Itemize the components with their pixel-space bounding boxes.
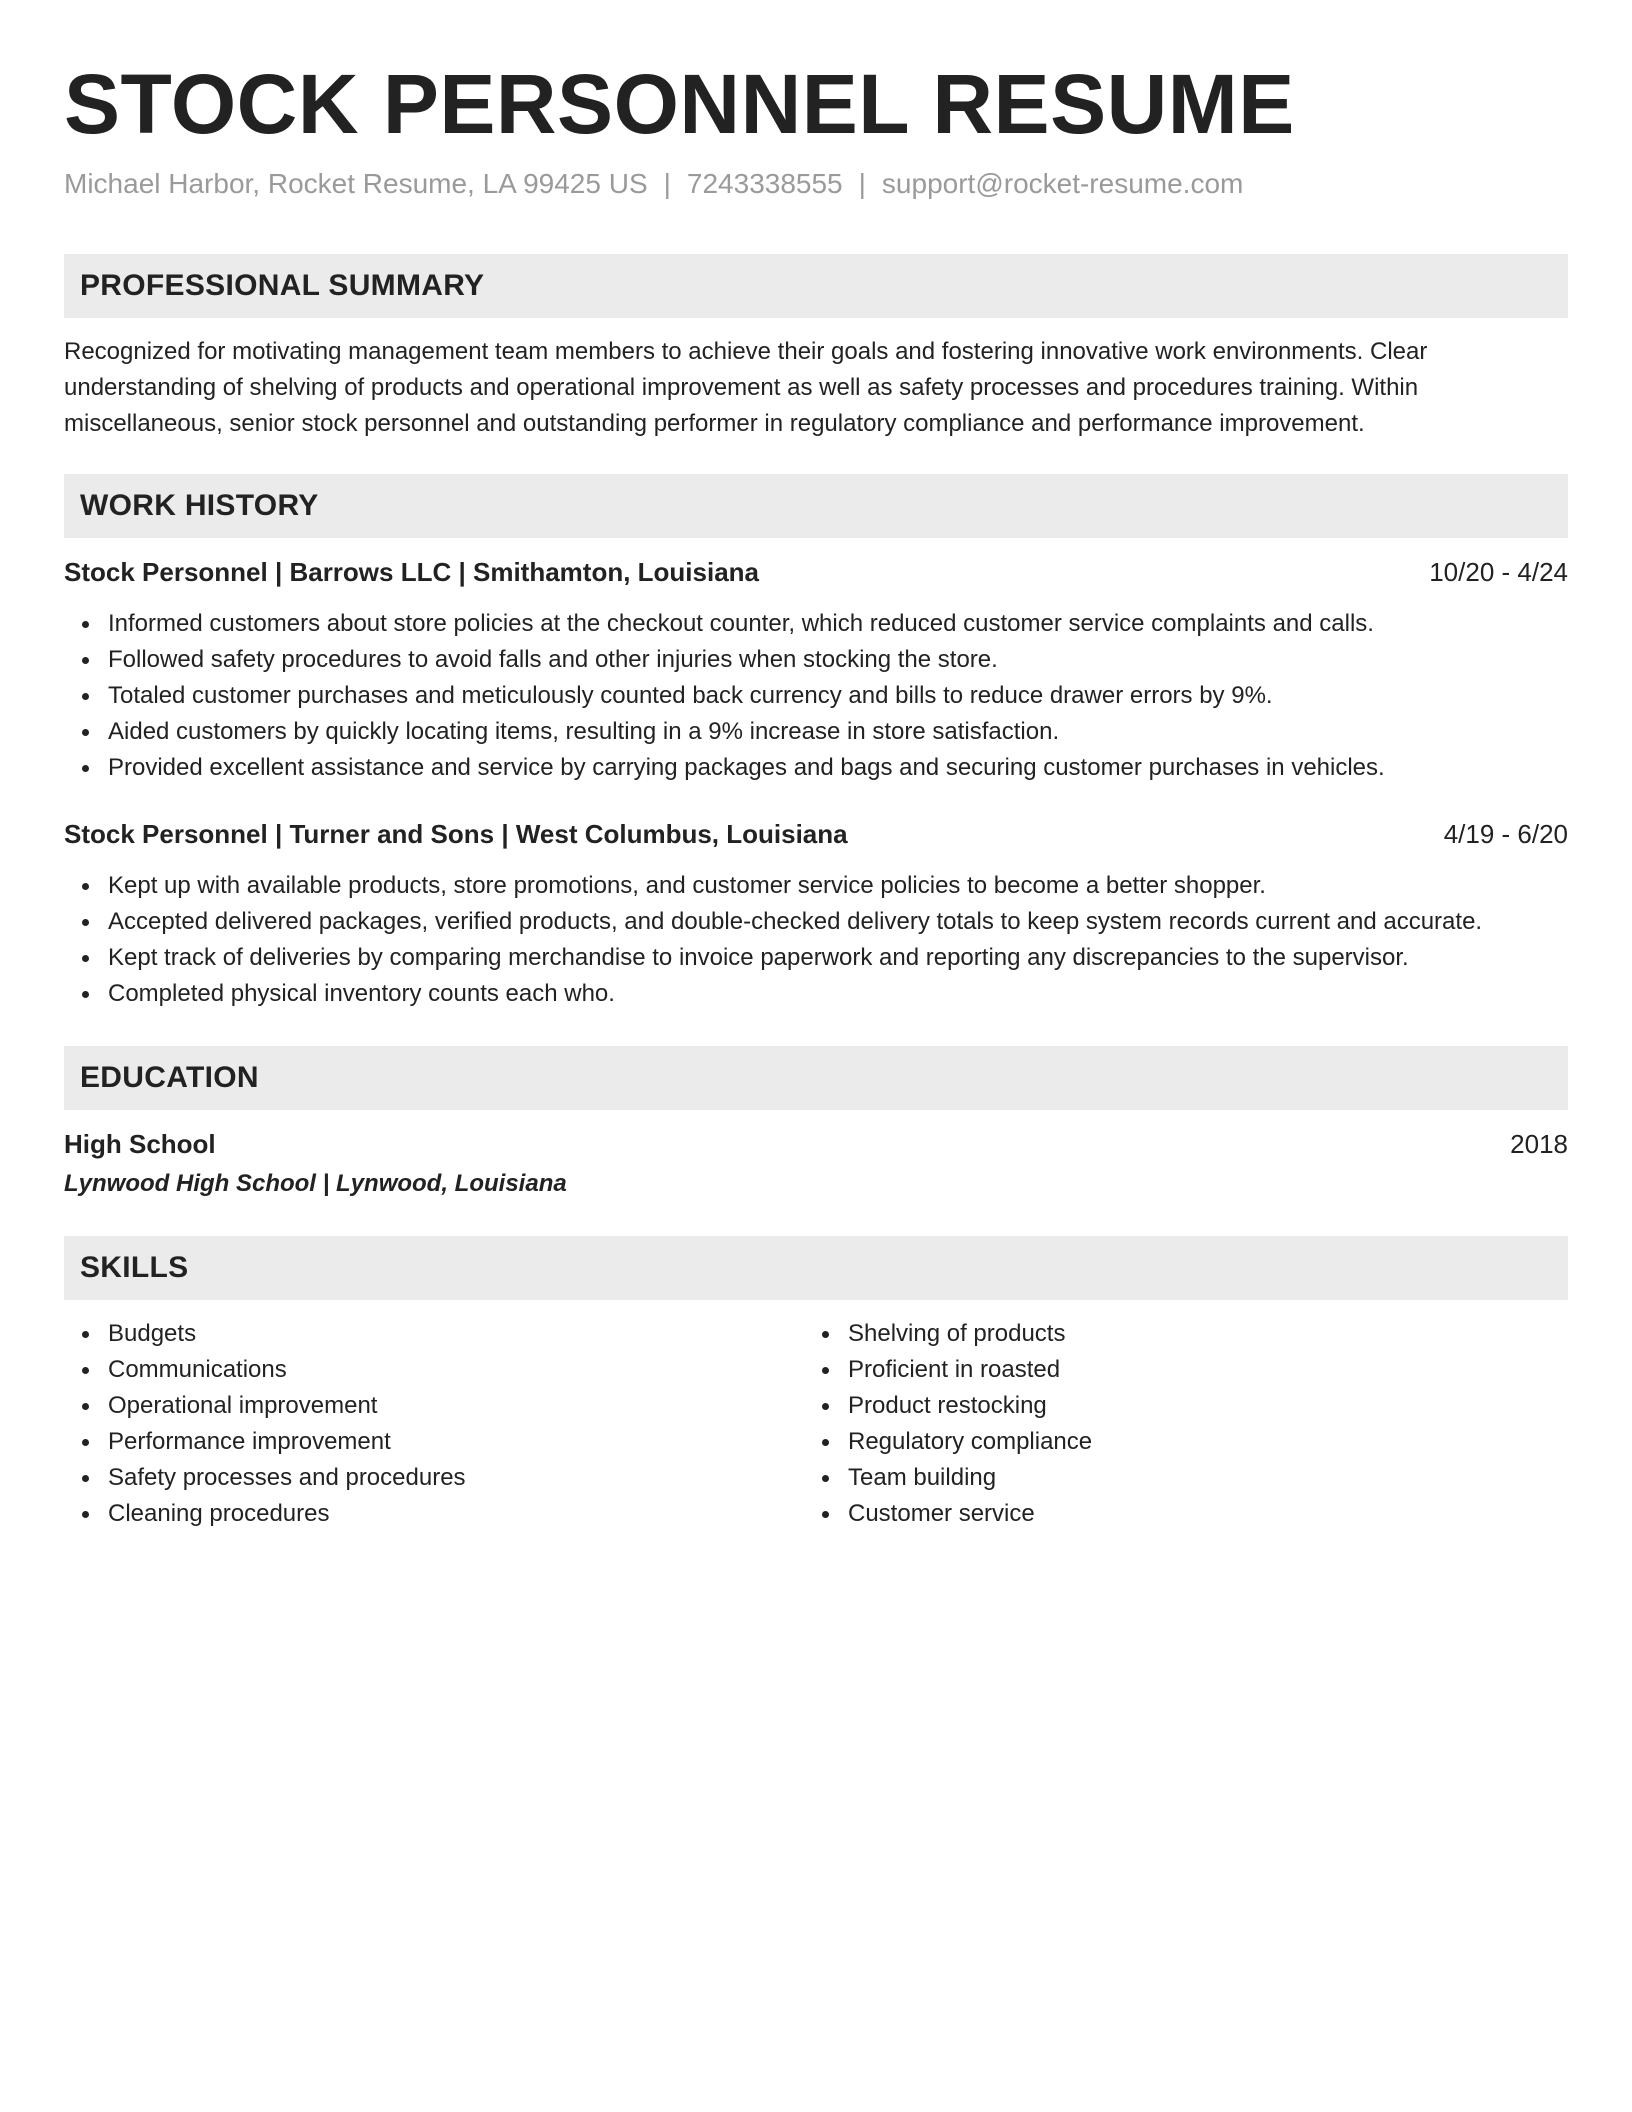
job-dates: 4/19 - 6/20 xyxy=(1443,819,1568,849)
education-year: 2018 xyxy=(1510,1129,1568,1159)
skill-item: Proficient in roasted xyxy=(848,1352,1544,1388)
contact-line xyxy=(64,166,1568,202)
job-bullet: Kept track of deliveries by comparing merchandise to invoice paperwork and reporting any discrepancies to the supervisor. xyxy=(108,940,1568,976)
section-header-work-history: WORK HISTORY xyxy=(64,474,1568,538)
contact-email: support@rocket-resume.com xyxy=(881,168,1244,199)
job-bullet: Aided customers by quickly locating items, resulting in a 9% increase in store satisfaction. xyxy=(108,714,1568,750)
job-bullet: Informed customers about store policies at the checkout counter, which reduced customer service complaints and calls. xyxy=(108,606,1568,642)
skill-item: Communications xyxy=(108,1352,804,1388)
job-title: Stock Personnel | Barrows LLC | Smithamton, Louisiana xyxy=(64,557,760,587)
job-bullet: Accepted delivered packages, verified products, and double-checked delivery totals to keep system records current and accurate. xyxy=(108,904,1568,940)
skill-item: Budgets xyxy=(108,1316,804,1352)
contact-address: Michael Harbor, Rocket Resume, LA 99425 US xyxy=(64,168,648,199)
education-degree: High School xyxy=(64,1129,216,1159)
summary-text: Recognized for motivating management team members to achieve their goals and fostering innovative work environments. Clear understanding of shelving of products and operational improvement as well as safety processes and procedures training. Within miscellaneous, senior stock personnel and outstanding performer in regulatory compliance and performance improvement. xyxy=(64,338,1428,437)
skill-item: Customer service xyxy=(848,1496,1544,1532)
job-bullet: Provided excellent assistance and service by carrying packages and bags and securing customer purchases in vehicles. xyxy=(108,750,1568,786)
skill-item: Product restocking xyxy=(848,1388,1544,1424)
job-bullet-list xyxy=(64,606,1568,786)
job-bullet: Followed safety procedures to avoid falls and other injuries when stocking the store. xyxy=(108,642,1568,678)
job-entry xyxy=(64,554,1568,786)
job-header xyxy=(64,816,1568,852)
section-header-skills: SKILLS xyxy=(64,1236,1568,1300)
skill-item: Cleaning procedures xyxy=(108,1496,804,1532)
section-header-education: EDUCATION xyxy=(64,1046,1568,1110)
skills-list xyxy=(804,1316,1544,1532)
job-bullet: Completed physical inventory counts each who. xyxy=(108,976,1568,1012)
job-dates: 10/20 - 4/24 xyxy=(1429,557,1568,587)
job-title: Stock Personnel | Turner and Sons | West Columbus, Louisiana xyxy=(64,819,848,849)
skill-item: Operational improvement xyxy=(108,1388,804,1424)
job-header xyxy=(64,554,1568,590)
skill-item: Performance improvement xyxy=(108,1424,804,1460)
job-entry xyxy=(64,816,1568,1012)
skill-item: Team building xyxy=(848,1460,1544,1496)
contact-phone: 7243338555 xyxy=(686,168,843,199)
job-bullet: Kept up with available products, store promotions, and customer service policies to become a better shopper. xyxy=(108,868,1568,904)
skill-item: Regulatory compliance xyxy=(848,1424,1544,1460)
education-school: Lynwood High School | Lynwood, Louisiana xyxy=(64,1170,567,1197)
skills-list xyxy=(64,1316,804,1532)
contact-separator: | xyxy=(858,168,866,199)
education-row xyxy=(64,1126,1568,1162)
skills-column-right xyxy=(804,1316,1544,1532)
job-bullet-list xyxy=(64,868,1568,1012)
skill-item: Safety processes and procedures xyxy=(108,1460,804,1496)
resume-title: STOCK PERSONNEL RESUME xyxy=(64,57,1295,151)
skills-column-left xyxy=(64,1316,804,1532)
skill-item: Shelving of products xyxy=(848,1316,1544,1352)
job-bullet: Totaled customer purchases and meticulously counted back currency and bills to reduce drawer errors by 9%. xyxy=(108,678,1568,714)
skills-grid xyxy=(64,1316,1568,1532)
section-header-summary: PROFESSIONAL SUMMARY xyxy=(64,254,1568,318)
contact-separator: | xyxy=(663,168,671,199)
